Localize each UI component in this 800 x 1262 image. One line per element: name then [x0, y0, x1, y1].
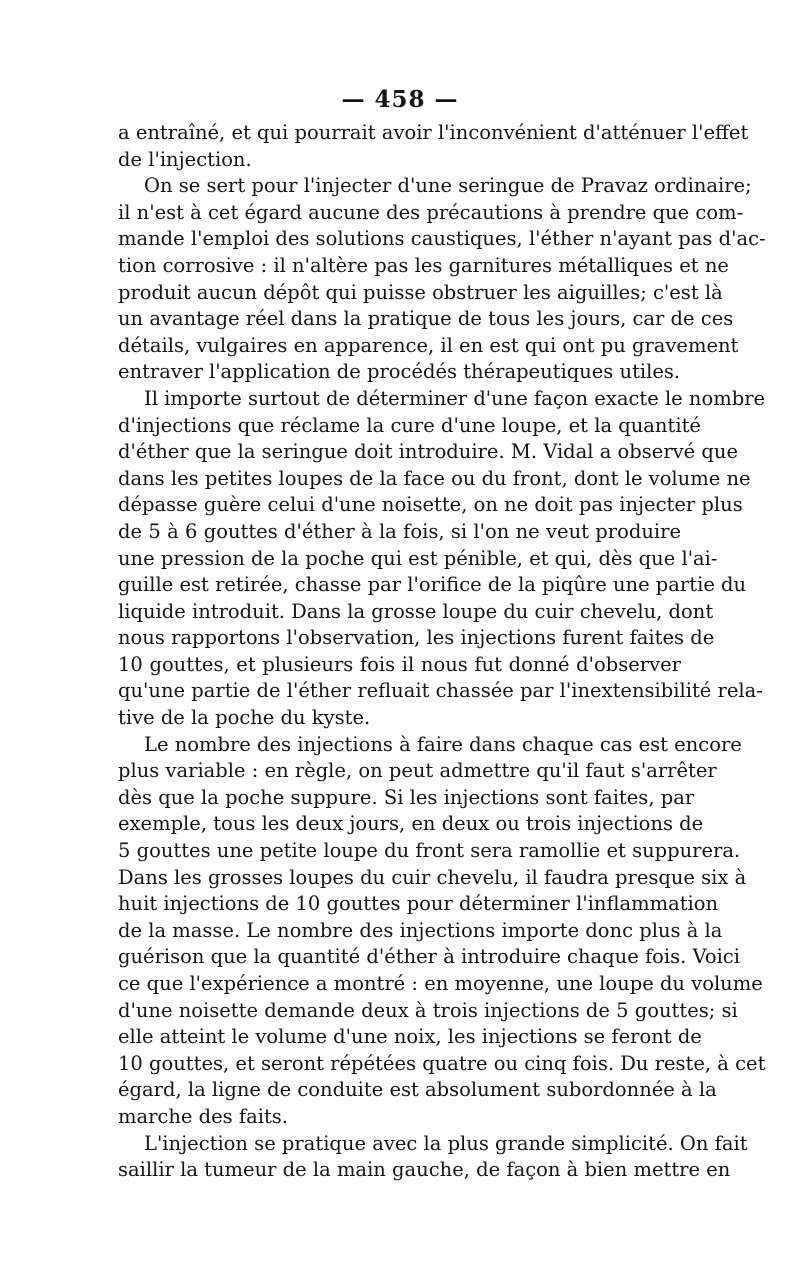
text-line: mande l'emploi des solutions caustiques, l'éther n'ayant pas d'ac-	[118, 227, 766, 251]
page-number: — 458 —	[341, 86, 459, 113]
text-line: guérison que la quantité d'éther à introduire chaque fois. Voici	[118, 945, 740, 969]
text-line: qu'une partie de l'éther refluait chassée par l'inextensibilité rela-	[118, 679, 763, 703]
text-line: exemple, tous les deux jours, en deux ou trois injections de	[118, 812, 704, 836]
text-line: une pression de la poche qui est pénible, et qui, dès que l'ai-	[118, 546, 718, 570]
text-line: de 5 à 6 gouttes d'éther à la fois, si l'on ne veut produire	[118, 519, 681, 543]
text-line: 10 gouttes, et seront répétées quatre ou cinq fois. Du reste, à cet	[118, 1051, 766, 1075]
paragraph	[118, 732, 766, 1131]
text-line: On se sert pour l'injecter d'une seringue de Pravaz ordinaire;	[144, 174, 752, 198]
text-line: entraver l'application de procédés thérapeutiques utiles.	[118, 360, 681, 384]
paragraph	[118, 173, 766, 386]
text-line: égard, la ligne de conduite est absolument subordonnée à la	[118, 1078, 717, 1102]
text-line: guille est retirée, chasse par l'orifice de la piqûre une partie du	[118, 573, 747, 597]
text-line: 5 gouttes une petite loupe du front sera ramollie et suppurera.	[118, 839, 741, 863]
text-line: a entraîné, et qui pourrait avoir l'inconvénient d'atténuer l'effet	[118, 121, 749, 144]
text-line: saillir la tumeur de la main gauche, de façon à bien mettre en	[118, 1158, 731, 1182]
text-line: huit injections de 10 gouttes pour déterminer l'inflammation	[118, 892, 719, 916]
text-line: dans les petites loupes de la face ou du front, dont le volume ne	[118, 466, 751, 490]
text-line: ce que l'expérience a montré : en moyenne, une loupe du volume	[118, 972, 763, 995]
text-line: 10 gouttes, et plusieurs fois il nous fut donné d'observer	[118, 652, 681, 676]
text-line: tion corrosive : il n'altère pas les garnitures métalliques et ne	[118, 253, 729, 277]
text-line: dépasse guère celui d'une noisette, on ne doit pas injecter plus	[118, 493, 743, 517]
text-line: produit aucun dépôt qui puisse obstruer les aiguilles; c'est là	[118, 280, 723, 304]
text-line: d'une noisette demande deux à trois injections de 5 gouttes; si	[118, 998, 738, 1022]
text-line: détails, vulgaires en apparence, il en est qui ont pu gravement	[118, 333, 739, 357]
text-line: L'injection se pratique avec la plus grande simplicité. On fait	[144, 1131, 748, 1155]
text-line: d'injections que réclame la cure d'une loupe, et la quantité	[118, 413, 701, 437]
text-line: nous rapportons l'observation, les injections furent faites de	[118, 626, 715, 650]
paragraph	[118, 386, 766, 732]
text-line: liquide introduit. Dans la grosse loupe du cuir chevelu, dont	[118, 599, 714, 623]
text-line: plus variable : en règle, on peut admettre qu'il faut s'arrêter	[118, 759, 717, 783]
text-line: tive de la poche du kyste.	[118, 706, 371, 730]
text-line: dès que la poche suppure. Si les injections sont faites, par	[118, 785, 695, 809]
text-line: elle atteint le volume d'une noix, les injections se feront de	[118, 1025, 702, 1049]
text-line: il n'est à cet égard aucune des précautions à prendre que com-	[118, 200, 744, 224]
text-line: Dans les grosses loupes du cuir chevelu, il faudra presque six à	[118, 865, 747, 889]
text-line: de l'injection.	[118, 147, 252, 171]
text-line: Il importe surtout de déterminer d'une façon exacte le nombre	[144, 386, 766, 410]
text-line: d'éther que la seringue doit introduire. M. Vidal a observé que	[118, 440, 738, 464]
text-line: Le nombre des injections à faire dans chaque cas est encore	[144, 732, 742, 756]
text-line: marche des faits.	[118, 1104, 289, 1128]
text-line: de la masse. Le nombre des injections importe donc plus à la	[118, 918, 723, 942]
paragraph	[118, 120, 749, 173]
page-body-text	[118, 120, 766, 1184]
paragraph	[118, 1131, 748, 1184]
text-line: un avantage réel dans la pratique de tous les jours, car de ces	[118, 307, 734, 331]
